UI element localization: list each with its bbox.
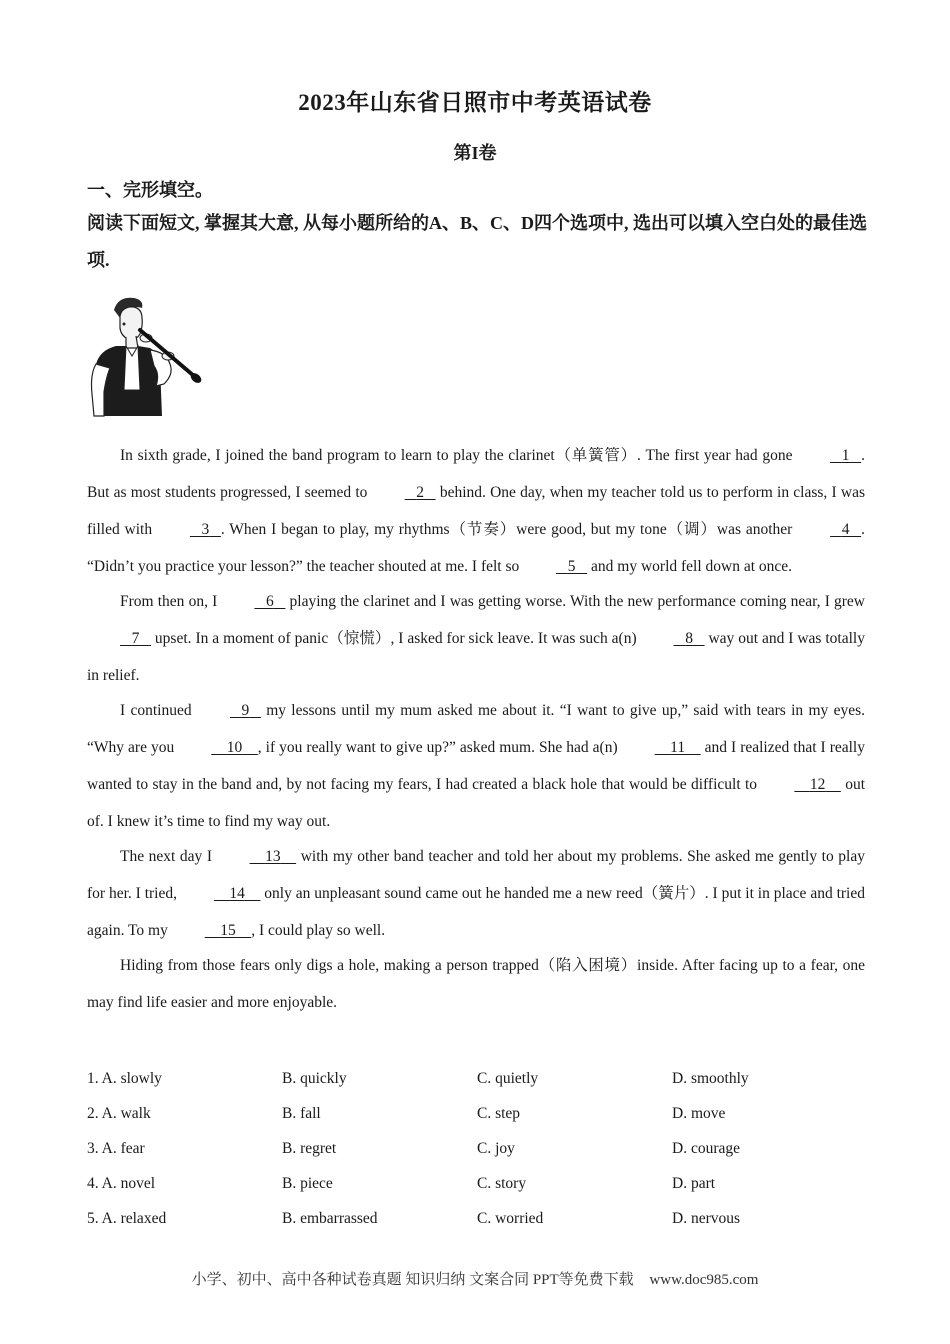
blank-13 [217,838,297,875]
blank-number: 1 [841,447,850,464]
option-d: D. part [672,1174,716,1192]
text-segment: Hiding from those fears only digs a hole, making a person trapped（陷入困境）inside. After facing up to a fear, one may find life easier and more enjoyable. [87,957,865,1011]
blank-number: 9 [241,702,250,719]
text-segment: behind. One day, when my teacher told us to perform in class, I was filled with [87,484,865,538]
paragraph-5 [87,947,865,1021]
option-a: 1. A. slowly [87,1069,162,1087]
question-row [87,1166,867,1201]
footer-text: 小学、初中、高中各种试卷真题 知识归纳 文案合同 PPT等免费下载 [191,1272,634,1288]
blank-3 [157,511,221,548]
text-segment: From then on, I [120,593,222,610]
option-b: B. fall [282,1104,321,1122]
text-segment: with my other band teacher and told her about my problems. She asked me gently to play for her. I tried, [87,848,865,902]
blank-11 [622,729,701,766]
clarinet-player-icon [86,294,204,422]
blank-number: 10 [226,739,243,756]
option-b: B. embarrassed [282,1209,378,1227]
footer-link[interactable]: www.doc985.com [649,1272,759,1288]
option-b: B. regret [282,1139,337,1157]
blank-6 [221,583,285,620]
text-segment: upset. In a moment of panic（惊慌）, I asked for sick leave. It was such a(n) [151,630,641,647]
blank-number: 5 [567,558,576,575]
blank-9 [197,692,261,729]
instructions: 阅读下面短文, 掌握其大意, 从每小题所给的A、B、C、D四个选项中, 选出可以填入空白处的最佳选项. [87,213,867,270]
text-segment: my lessons until my mum asked me about it. “I want to give up,” said with tears in my eyes. “Why are you [87,702,865,756]
option-a: 4. A. novel [87,1174,156,1192]
option-a: 3. A. fear [87,1139,145,1157]
blank-5 [523,548,587,585]
blank-7 [87,620,151,657]
text-segment: . “Didn’t you practice your lesson?” the teacher shouted at me. I felt so [87,521,865,575]
page-footer [0,1268,950,1289]
text-segment: out of. I knew it’s time to find my way out. [87,776,865,830]
text-segment: , I could play so well. [251,922,386,939]
option-c: C. step [477,1104,521,1122]
option-c: C. worried [477,1209,544,1227]
text-segment: playing the clarinet and I was getting worse. With the new performance coming near, I grew [285,593,865,610]
text-segment: The next day I [120,848,217,865]
paragraph-4 [87,838,865,949]
blank-2 [372,474,436,511]
text-segment: only an unpleasant sound came out he handed me a new reed（簧片）. I put it in place and tried again. To my [87,885,865,939]
paragraph-1 [87,437,865,585]
text-segment: way out and I was totally in relief. [87,630,865,684]
text-segment: . When I began to play, my rhythms（节奏）were good, but my tone（调）was another [220,521,798,538]
blank-number: 15 [220,922,236,939]
blank-1 [797,437,861,474]
option-d: D. courage [672,1139,740,1157]
blank-number: 7 [131,630,140,647]
blank-15 [172,912,252,949]
volume-heading: 第I卷 [453,143,497,163]
blank-number: 8 [685,630,693,647]
option-c: C. joy [477,1139,515,1157]
option-b: B. piece [282,1174,333,1192]
question-row [87,1096,867,1131]
blank-12 [761,766,841,803]
blank-number: 11 [670,739,686,756]
blank-number: 13 [265,848,281,865]
option-a: 5. A. relaxed [87,1209,167,1227]
question-row [87,1061,867,1096]
blank-number: 14 [229,885,245,902]
text-segment: . But as most students progressed, I seemed to [87,447,865,501]
text-segment: and my world fell down at once. [587,558,793,575]
exam-title: 2023年山东省日照市中考英语试卷 [298,90,652,115]
blank-number: 12 [809,776,826,793]
text-segment: , if you really want to give up?” asked mum. She had a(n) [257,739,622,756]
blank-number: 3 [201,521,210,538]
question-row [87,1201,867,1236]
paragraph-3 [87,692,865,840]
blank-number: 6 [266,593,274,610]
blank-8 [641,620,705,657]
section-heading: 一、完形填空。 [87,180,213,200]
blank-number: 2 [416,484,425,501]
blank-10 [178,729,258,766]
option-d: D. smoothly [672,1069,749,1087]
option-d: D. move [672,1104,726,1122]
blank-number: 4 [841,521,850,538]
cloze-passage [87,437,865,1019]
option-c: C. story [477,1174,527,1192]
question-row [87,1131,867,1166]
option-d: D. nervous [672,1209,741,1227]
blank-4 [797,511,861,548]
text-segment: and I realized that I really wanted to stay in the band and, by not facing my fears, I had created a black hole that would be difficult to [87,739,865,793]
text-segment: In sixth grade, I joined the band program to learn to play the clarinet（单簧管）. The first year had gone [120,447,798,464]
text-segment: I continued [120,702,197,719]
option-b: B. quickly [282,1069,347,1087]
answer-options [87,1061,867,1236]
option-a: 2. A. walk [87,1104,151,1122]
option-c: C. quietly [477,1069,539,1087]
blank-14 [181,875,261,912]
paragraph-2 [87,583,865,694]
